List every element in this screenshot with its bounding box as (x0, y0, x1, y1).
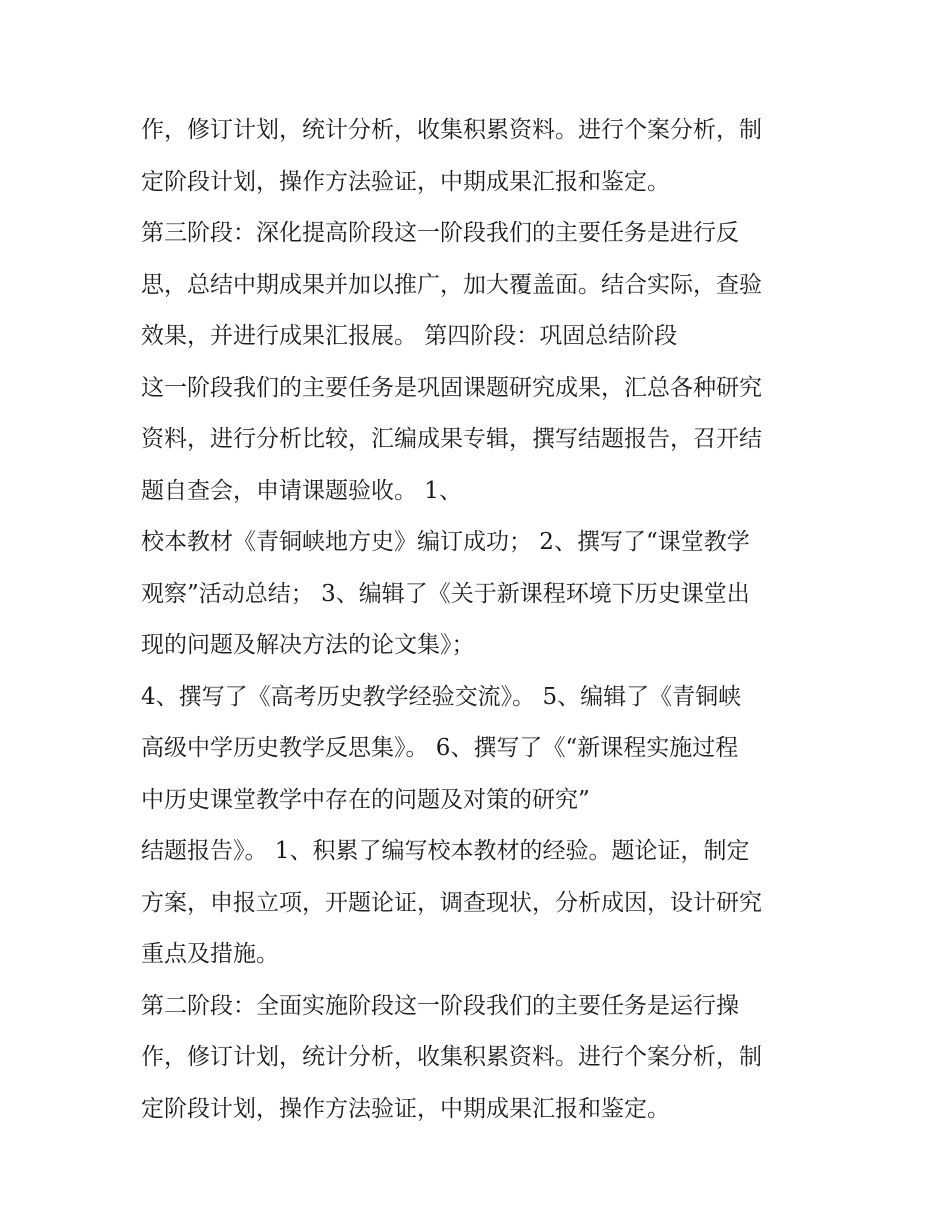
text-line: 4、撰写了《高考历史教学经验交流》。 5、编辑了《青铜峡 (141, 683, 742, 710)
text-line: 资料，进行分析比较，汇编成果专辑，撰写结题报告，召开结 (141, 426, 762, 452)
text-line: 第二阶段：全面实施阶段这一阶段我们的主要任务是运行操 (141, 992, 739, 1019)
document-body (141, 108, 831, 1138)
text-line: 高级中学历史教学反思集》。 6、撰写了《“新课程实施过程 (141, 735, 739, 761)
text-line: 方案，申报立项，开题论证，调查现状，分析成因，设计研究 (141, 889, 762, 916)
text-line: 现的问题及解决方法的论文集》； (141, 632, 475, 658)
text-line: 题自查会，申请课题验收。 1、 (141, 477, 462, 504)
text-line: 这一阶段我们的主要任务是巩固课题研究成果，汇总各种研究 (141, 374, 762, 401)
text-line: 重点及措施。 (141, 941, 279, 967)
text-line: 定阶段计划，操作方法验证，中期成果汇报和鉴定。 (141, 1095, 670, 1122)
text-line: 中历史课堂教学中存在的问题及对策的研究” (141, 786, 590, 813)
text-line: 作，修订计划，统计分析，收集积累资料。进行个案分析，制 (141, 117, 762, 143)
text-line: 效果，并进行成果汇报展。 第四阶段：巩固总结阶段 (141, 323, 678, 349)
text-line: 观察”活动总结； 3、编辑了《关于新课程环境下历史课堂出 (141, 580, 750, 607)
text-line: 思，总结中期成果并加以推广，加大覆盖面。结合实际，查验 (141, 271, 762, 298)
text-line: 结题报告》。 1、积累了编写校本教材的经验。题论证，制定 (141, 838, 750, 864)
text-line: 校本教材《青铜峡地方史》编订成功； 2、撰写了“课堂教学 (141, 529, 750, 555)
text-line: 作，修订计划，统计分析，收集积累资料。进行个案分析，制 (141, 1044, 762, 1070)
text-line: 定阶段计划，操作方法验证，中期成果汇报和鉴定。 (141, 168, 670, 195)
text-line: 第三阶段：深化提高阶段这一阶段我们的主要任务是进行反 (141, 220, 739, 246)
